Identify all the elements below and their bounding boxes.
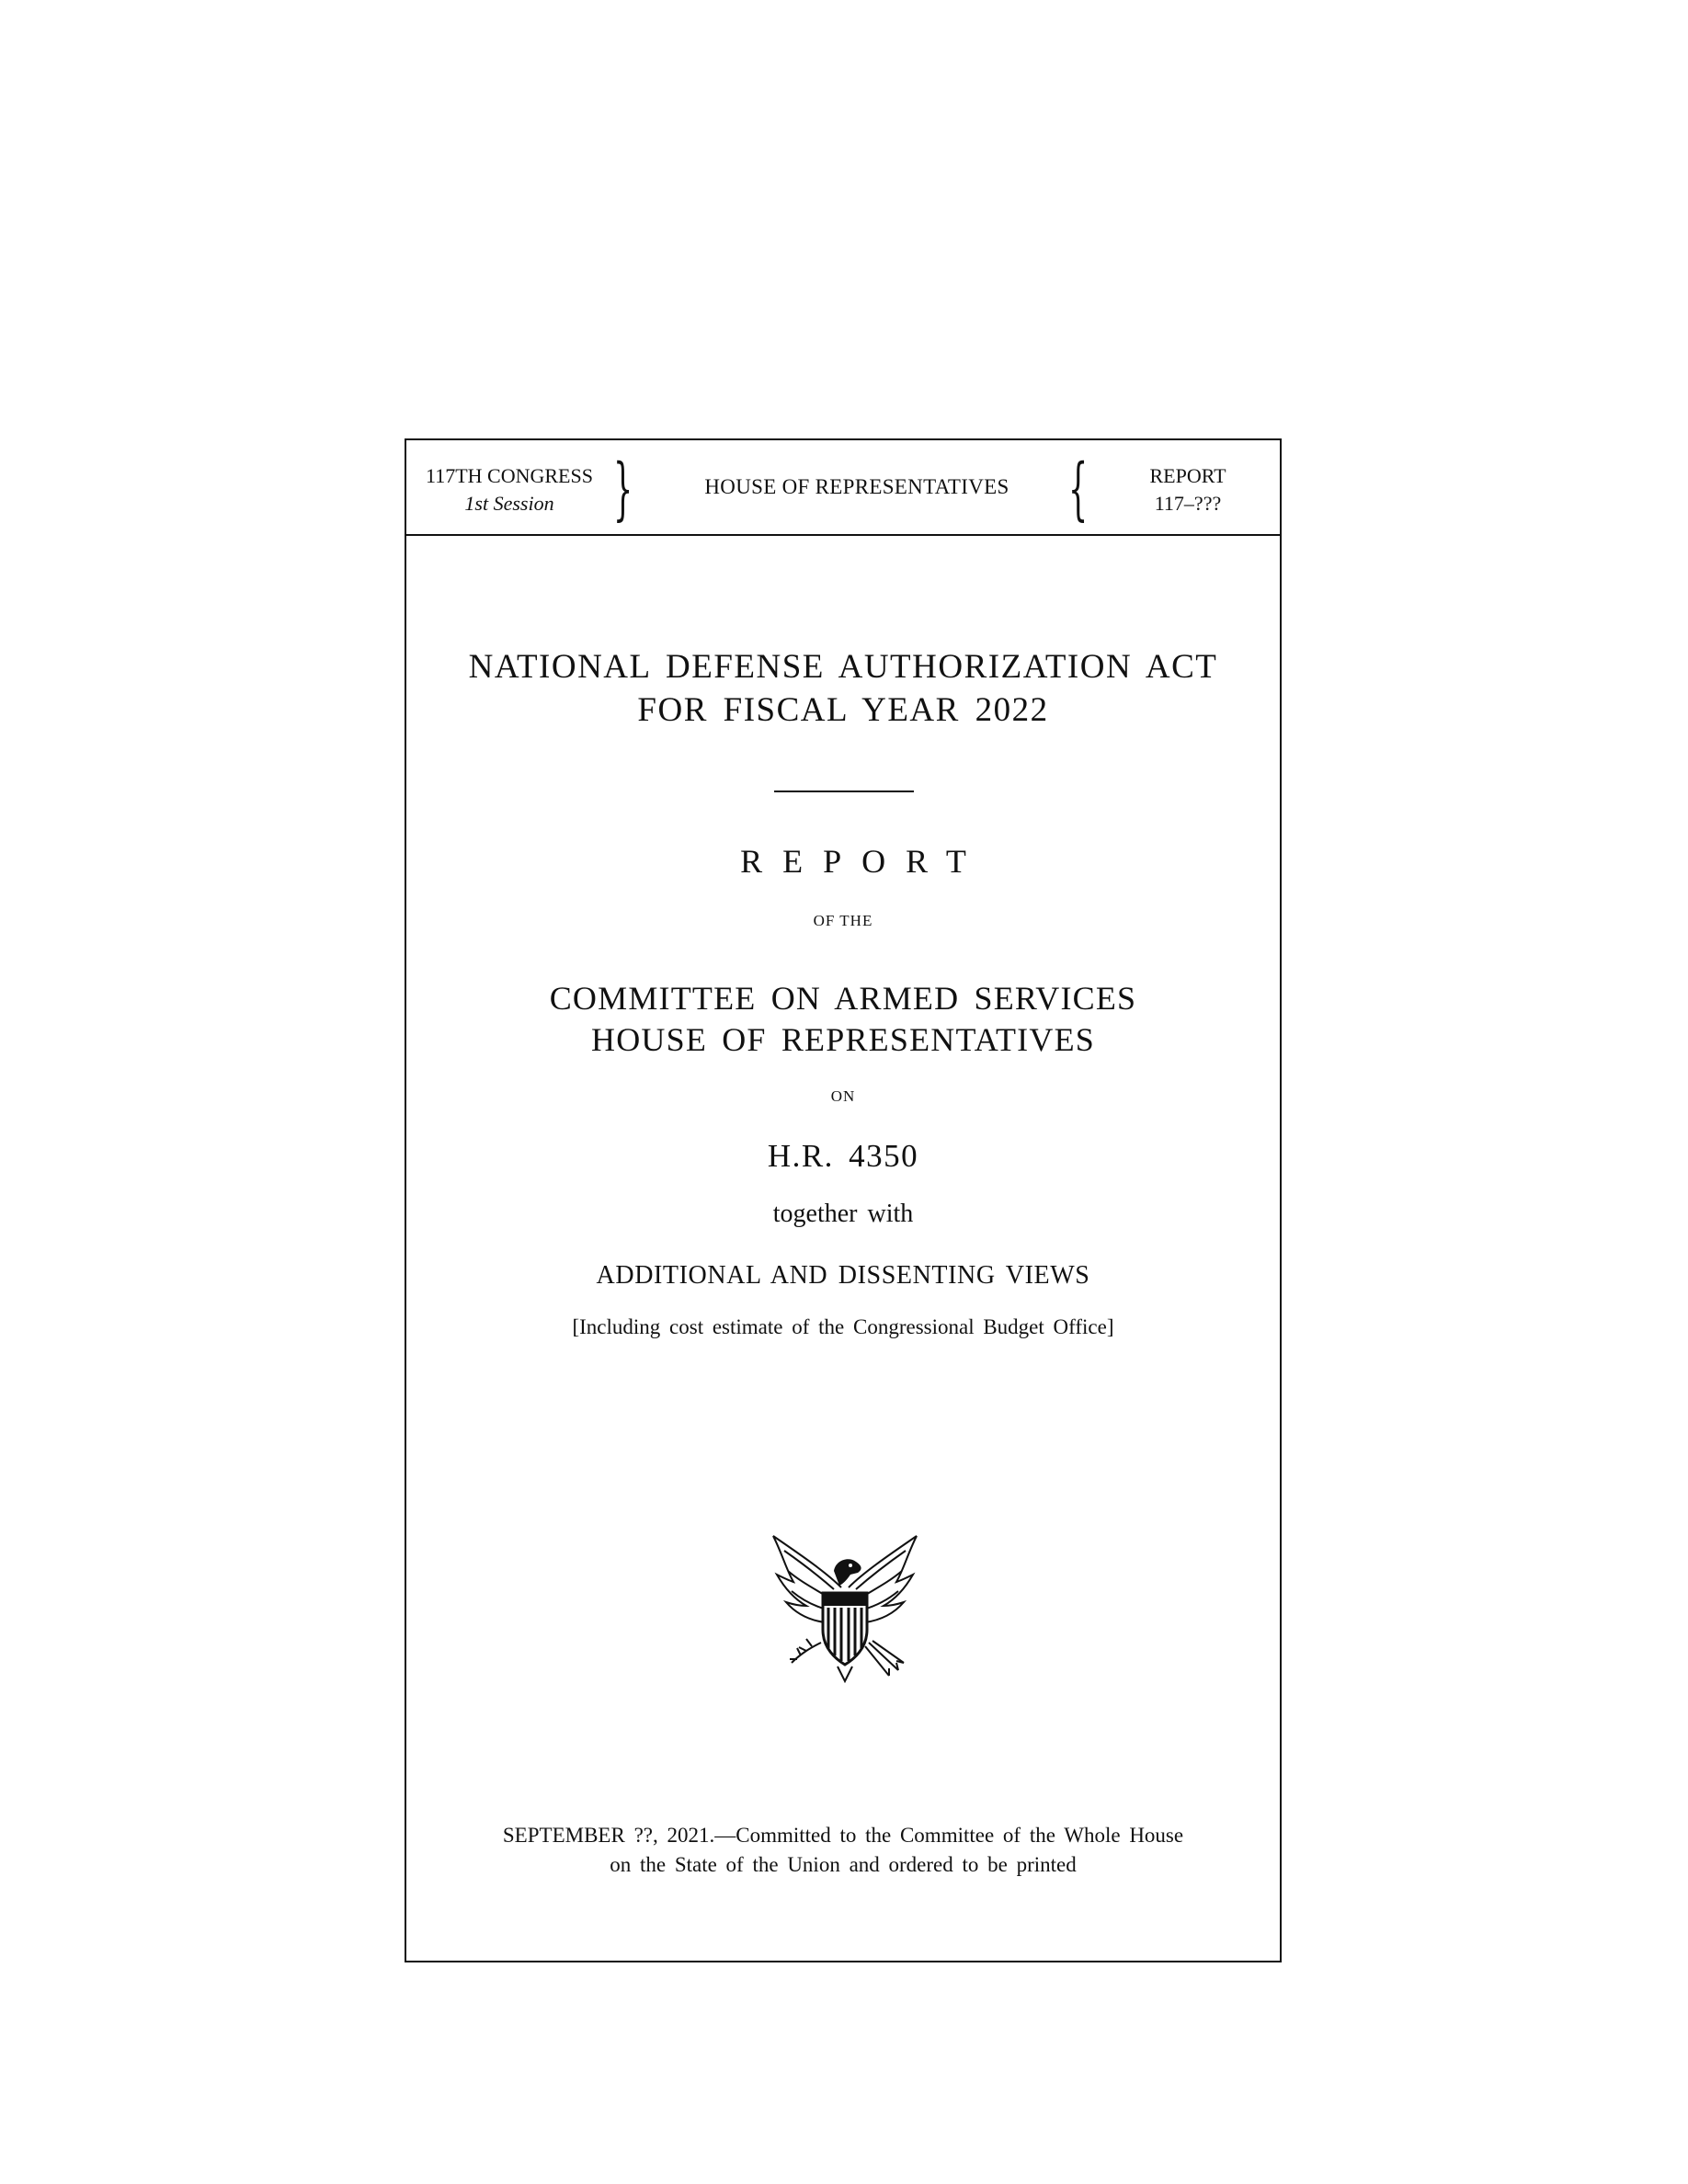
on-label: ON <box>830 1087 856 1105</box>
views-heading: ADDITIONAL AND DISSENTING VIEWS <box>596 1261 1090 1290</box>
footer-line-1-rest: ??, 2021.—Committed to the Committee of the Whole House <box>624 1824 1184 1847</box>
cost-estimate-note: [Including cost estimate of the Congressional Budget Office] <box>572 1315 1114 1338</box>
congress-word: CONGRESS <box>487 464 593 487</box>
report-label: REPORT <box>1149 464 1226 487</box>
congress-block <box>417 462 601 518</box>
session-label: 1st Session <box>464 492 554 515</box>
footer-month: SEPTEMBER <box>502 1824 625 1847</box>
left-brace-icon: { <box>1067 449 1089 529</box>
act-title-line-2: FOR FISCAL YEAR 2022 <box>637 691 1049 729</box>
right-brace-icon: } <box>612 449 633 529</box>
committee-line-1: COMMITTEE ON ARMED SERVICES <box>549 980 1137 1017</box>
act-title <box>406 645 1280 732</box>
footer-line-1 <box>406 1821 1280 1850</box>
report-number: 117–??? <box>1154 492 1222 515</box>
congress-line <box>417 462 601 490</box>
cover-header <box>406 440 1280 536</box>
bill-number: H.R. 4350 <box>767 1138 919 1174</box>
congress-number: 117TH <box>426 464 483 487</box>
report-heading: REPORT <box>740 843 987 880</box>
footer-line-2: on the State of the Union and ordered to be printed <box>610 1853 1077 1876</box>
together-with-label: together with <box>772 1200 914 1228</box>
eagle-seal-icon <box>770 1534 920 1683</box>
report-number-block <box>1105 462 1271 518</box>
of-the-label: OF THE <box>813 912 873 929</box>
divider-rule <box>774 791 914 792</box>
house-heading: HOUSE OF REPRESENTATIVES <box>704 475 1009 498</box>
committee-name <box>406 978 1280 1061</box>
footer-note <box>406 1821 1280 1880</box>
act-title-line-1: NATIONAL DEFENSE AUTHORIZATION ACT <box>468 648 1218 686</box>
report-cover <box>405 438 1282 1962</box>
committee-line-2: HOUSE OF REPRESENTATIVES <box>591 1021 1095 1058</box>
